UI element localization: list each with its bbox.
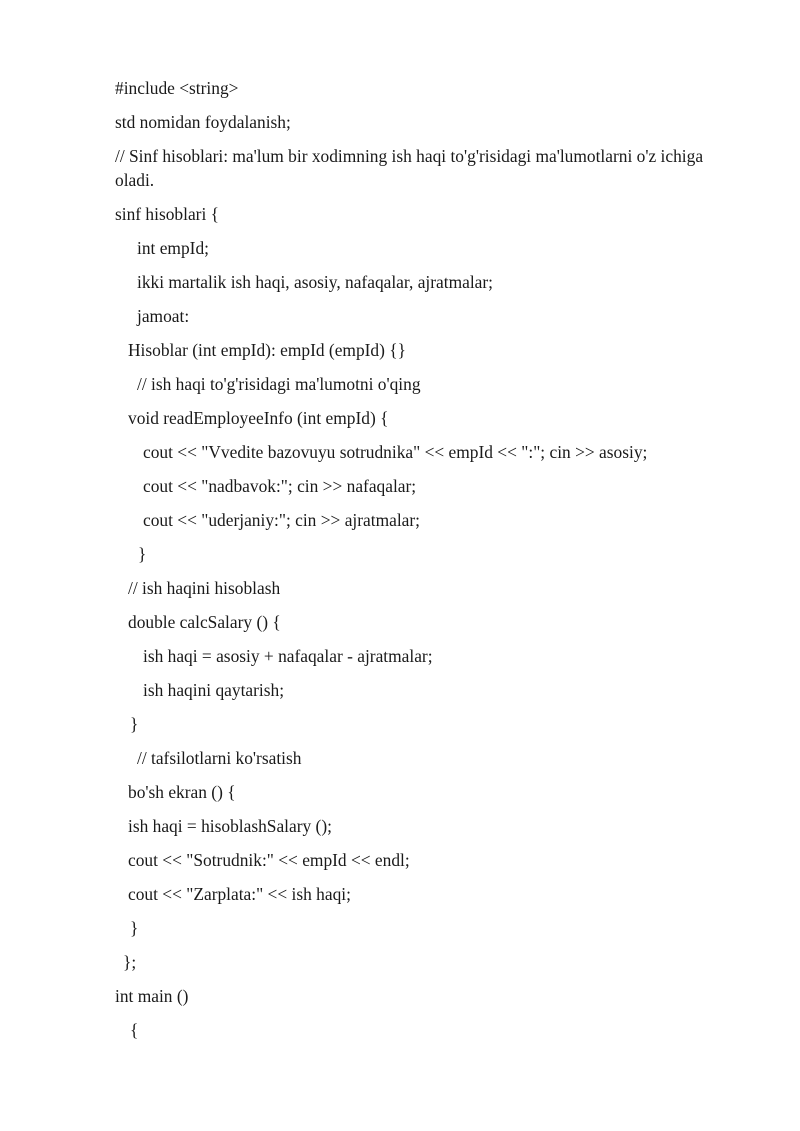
code-line-fields: ikki martalik ish haqi, asosiy, nafaqalar, ajratmalar; (137, 272, 494, 292)
code-line-salary-formula: ish haqi = asosiy + nafaqalar - ajratmalar; (143, 646, 433, 666)
code-line-constructor: Hisoblar (int empId): empId (empId) {} (128, 340, 406, 360)
code-line-cout-salary: cout << "Zarplata:" << ish haqi; (128, 884, 351, 904)
code-line-read-func: void readEmployeeInfo (int empId) { (128, 408, 389, 428)
code-line-cout-deductions: cout << "uderjaniy:"; cin >> ajratmalar; (143, 510, 421, 530)
code-comment-read: // ish haqi to'g'risidagi ma'lumotni o'qing (137, 374, 421, 394)
code-line-class-decl: sinf hisoblari { (115, 204, 219, 224)
code-comment-display: // tafsilotlarni ko'rsatish (137, 748, 302, 768)
code-line-close-calc: } (130, 714, 139, 734)
code-line-salary-assign: ish haqi = hisoblashSalary (); (128, 816, 332, 836)
code-line-cout-base: cout << "Vvedite bazovuyu sotrudnika" << empId << ":"; cin >> asosiy; (143, 442, 648, 462)
code-line-main: int main () (115, 986, 189, 1006)
code-line-calc-func: double calcSalary () { (128, 612, 281, 632)
code-line-return: ish haqini qaytarish; (143, 680, 285, 700)
code-line-close-display: } (130, 918, 139, 938)
code-line-public: jamoat: (137, 306, 190, 326)
code-comment-calc: // ish haqini hisoblash (128, 578, 281, 598)
code-line-cout-allowances: cout << "nadbavok:"; cin >> nafaqalar; (143, 476, 417, 496)
code-line-cout-employee: cout << "Sotrudnik:" << empId << endl; (128, 850, 410, 870)
code-line-empid: int empId; (137, 238, 209, 258)
code-line-namespace: std nomidan foydalanish; (115, 112, 291, 132)
code-line-close-read: } (138, 544, 147, 564)
code-line-include: #include <string> (115, 78, 239, 98)
code-line-open-main: { (130, 1020, 139, 1040)
code-line-display-func: bo'sh ekran () { (128, 782, 236, 802)
code-line-close-class: }; (123, 952, 137, 972)
code-comment-class: // Sinf hisoblari: ma'lum bir xodimning ish haqi to'g'risidagi ma'lumotlarni o'z ichiga oladi. (115, 146, 704, 190)
